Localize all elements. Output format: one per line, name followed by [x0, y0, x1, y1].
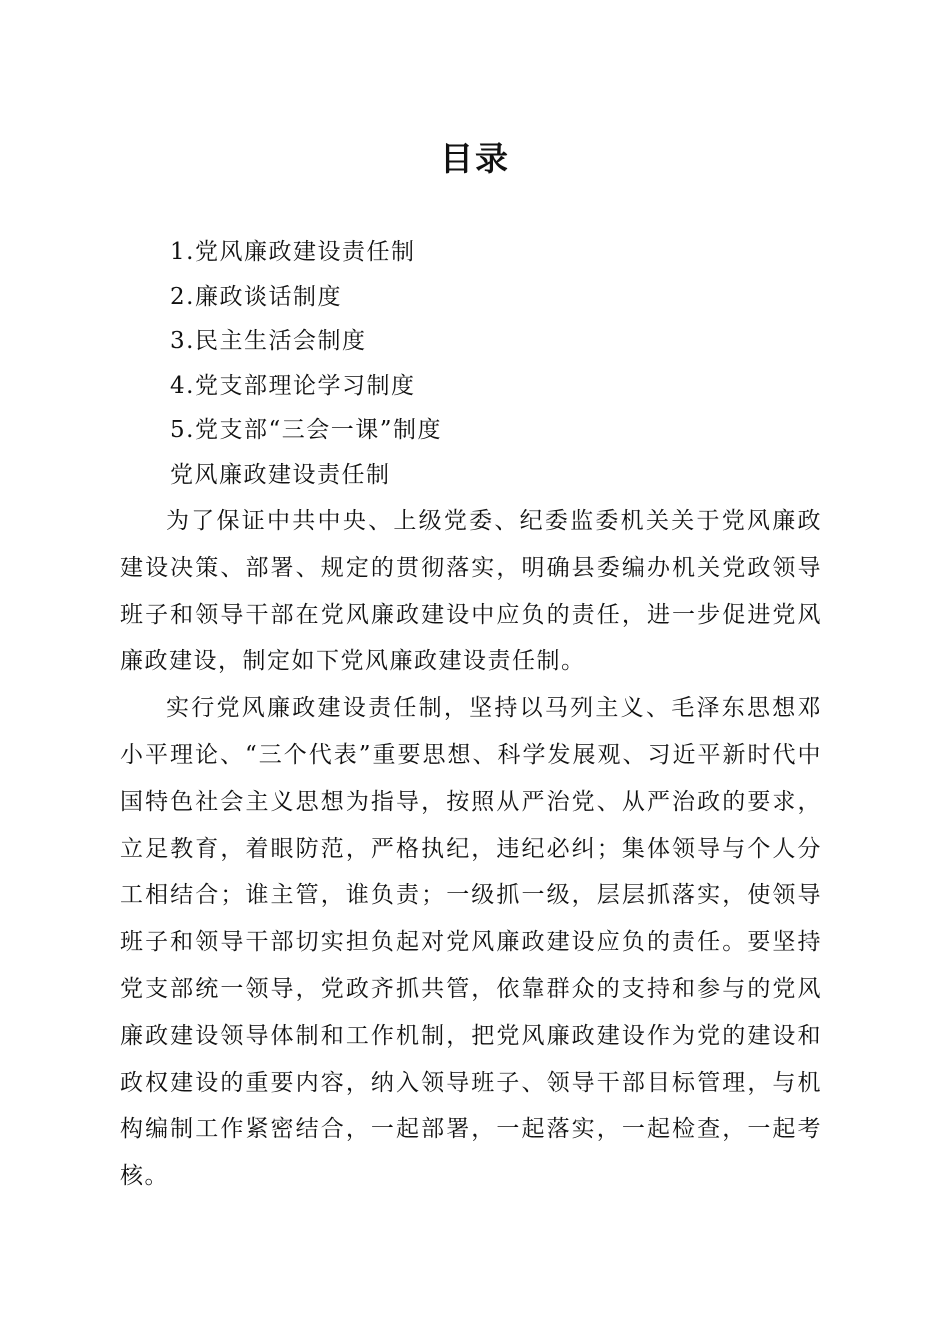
table-of-contents [170, 230, 870, 453]
toc-item: 3.民主生活会制度 [170, 328, 367, 355]
page-title: 目录 [440, 139, 510, 178]
paragraph: 实行党风廉政建设责任制，坚持以马列主义、毛泽东思想邓小平理论、“三个代表”重要思想、科学发展观、习近平新时代中国特色社会主义思想为指导，按照从严治党、从严治政的要求，立足教育，着眼防范，严格执纪，违纪必纠；集体领导与个人分工相结合；谁主管，谁负责；一级抓一级，层层抓落实，使领导班子和领导干部切实担负起对党风廉政建设应负的责任。要坚持党支部统一领导，党政齐抓共管，依靠群众的支持和参与的党风廉政建设领导体制和工作机制，把党风廉政建设作为党的建设和政权建设的重要内容，纳入领导班子、领导干部目标管理，与机构编制工作紧密结合，一起部署，一起落实，一起检查，一起考核。 [120, 695, 822, 1190]
body-text [120, 498, 822, 1200]
toc-item: 2.廉政谈话制度 [170, 283, 342, 310]
toc-item: 5.党支部“三会一课”制度 [170, 417, 442, 444]
section-heading: 党风廉政建设责任制 [170, 462, 391, 488]
paragraph: 为了保证中共中央、上级党委、纪委监委机关关于党风廉政建设决策、部署、规定的贯彻落实，明确县委编办机关党政领导班子和领导干部在党风廉政建设中应负的责任，进一步促进党风廉政建设，制定如下党风廉政建设责任制。 [120, 508, 822, 675]
toc-item: 1.党风廉政建设责任制 [170, 239, 416, 265]
toc-item: 4.党支部理论学习制度 [170, 372, 416, 399]
